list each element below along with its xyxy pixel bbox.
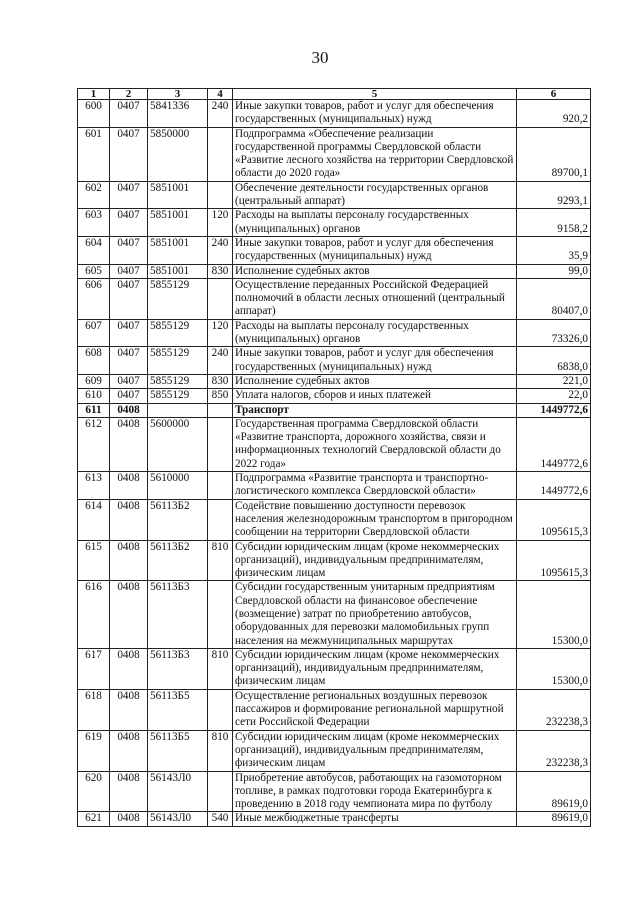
row-number-cell: 609 [78,374,110,388]
section-code-cell: 0408 [110,730,148,771]
section-code-cell: 0407 [110,264,148,278]
item-name-cell: Подпрограмма «Развитие транспорта и транспортно-логистического комплекса Свердловской области» [233,472,517,500]
target-code-cell [148,403,208,417]
expense-type-cell [208,278,233,319]
expense-type-cell [208,127,233,181]
table-body [78,100,591,827]
amount-cell: 89619,0 [517,771,591,812]
row-number-cell: 601 [78,127,110,181]
amount-cell: 232238,3 [517,689,591,730]
section-code-cell: 0407 [110,209,148,237]
section-code-cell: 0408 [110,403,148,417]
target-code-cell: 5600000 [148,417,208,471]
item-name-cell: Субсидии государственным унитарным предприятиям Свердловской области на финансовое обеспечение (возмещение) затрат по приобретению автобусов, оборудованных для перевозки маломобильных групп населения на межмуниципальных маршрутах [233,581,517,648]
table-row [78,499,591,540]
column-header: 6 [517,89,591,100]
amount-cell: 35,9 [517,236,591,264]
item-name-cell: Расходы на выплаты персоналу государственных (муниципальных) органов [233,209,517,237]
target-code-cell: 5855129 [148,278,208,319]
amount-cell: 89619,0 [517,812,591,826]
row-number-cell: 616 [78,581,110,648]
expense-type-cell [208,581,233,648]
row-number-cell: 605 [78,264,110,278]
expense-type-cell: 850 [208,389,233,403]
amount-cell: 15300,0 [517,648,591,689]
target-code-cell: 56143Л0 [148,771,208,812]
amount-cell: 920,2 [517,100,591,128]
section-code-cell: 0408 [110,417,148,471]
item-name-cell: Государственная программа Свердловской области «Развитие транспорта, дорожного хозяйства, связи и информационных технологий Свердловской области до 2022 года» [233,417,517,471]
expense-type-cell: 240 [208,347,233,375]
section-code-cell: 0407 [110,181,148,209]
expense-type-cell [208,689,233,730]
row-number-cell: 606 [78,278,110,319]
amount-cell: 1449772,6 [517,472,591,500]
section-code-cell: 0408 [110,812,148,826]
section-code-cell: 0407 [110,319,148,347]
section-code-cell: 0407 [110,127,148,181]
row-number-cell: 614 [78,499,110,540]
row-number-cell: 602 [78,181,110,209]
amount-cell: 1449772,6 [517,403,591,417]
amount-cell: 99,0 [517,264,591,278]
item-name-cell: Обеспечение деятельности государственных органов (центральный аппарат) [233,181,517,209]
row-number-cell: 603 [78,209,110,237]
item-name-cell: Подпрограмма «Обеспечение реализации государственной программы Свердловской области «Развитие лесного хозяйства на территории Свердловской области до 2020 года» [233,127,517,181]
section-code-cell: 0407 [110,389,148,403]
table-header-row [78,89,591,100]
section-code-cell: 0408 [110,540,148,581]
expense-type-cell: 830 [208,264,233,278]
target-code-cell: 5851001 [148,181,208,209]
table-row [78,403,591,417]
row-number-cell: 617 [78,648,110,689]
target-code-cell: 5850000 [148,127,208,181]
row-number-cell: 621 [78,812,110,826]
target-code-cell: 56113Б5 [148,689,208,730]
table-row [78,730,591,771]
column-header: 2 [110,89,148,100]
table-row [78,689,591,730]
item-name-cell: Содействие повышению доступности перевозок населения железнодорожным транспортом в пригородном сообщении на территории Свердловской области [233,499,517,540]
item-name-cell: Транспорт [233,403,517,417]
column-header: 1 [78,89,110,100]
section-code-cell: 0407 [110,278,148,319]
expense-type-cell [208,472,233,500]
target-code-cell: 5851001 [148,236,208,264]
expense-type-cell [208,181,233,209]
amount-cell: 73326,0 [517,319,591,347]
section-code-cell: 0408 [110,648,148,689]
row-number-cell: 610 [78,389,110,403]
table-row [78,812,591,826]
amount-cell: 232238,3 [517,730,591,771]
amount-cell: 1095615,3 [517,540,591,581]
item-name-cell: Расходы на выплаты персоналу государственных (муниципальных) органов [233,319,517,347]
section-code-cell: 0407 [110,347,148,375]
page-number: 30 [311,48,329,67]
amount-cell: 89700,1 [517,127,591,181]
section-code-cell: 0407 [110,374,148,388]
target-code-cell: 56113Б2 [148,540,208,581]
target-code-cell: 5610000 [148,472,208,500]
section-code-cell: 0408 [110,581,148,648]
row-number-cell: 618 [78,689,110,730]
column-header: 5 [233,89,517,100]
amount-cell: 1449772,6 [517,417,591,471]
table-row [78,127,591,181]
expense-type-cell: 120 [208,209,233,237]
amount-cell: 80407,0 [517,278,591,319]
target-code-cell: 5851001 [148,209,208,237]
amount-cell: 6838,0 [517,347,591,375]
target-code-cell: 56113Б5 [148,730,208,771]
section-code-cell: 0408 [110,499,148,540]
target-code-cell: 56113Б3 [148,648,208,689]
row-number-cell: 604 [78,236,110,264]
expense-type-cell: 240 [208,236,233,264]
amount-cell: 9158,2 [517,209,591,237]
target-code-cell: 5855129 [148,347,208,375]
section-code-cell: 0407 [110,100,148,128]
expense-type-cell [208,403,233,417]
item-name-cell: Осуществление региональных воздушных перевозок пассажиров и формирование региональной маршрутной сети Российской Федерации [233,689,517,730]
amount-cell: 221,0 [517,374,591,388]
item-name-cell: Исполнение судебных актов [233,264,517,278]
item-name-cell: Субсидии юридическим лицам (кроме некоммерческих организаций), индивидуальным предпринимателям, физическим лицам [233,540,517,581]
expense-type-cell: 540 [208,812,233,826]
expense-type-cell: 830 [208,374,233,388]
table-row [78,540,591,581]
amount-cell: 9293,1 [517,181,591,209]
section-code-cell: 0408 [110,771,148,812]
section-code-cell: 0408 [110,689,148,730]
target-code-cell: 5841336 [148,100,208,128]
item-name-cell: Иные закупки товаров, работ и услуг для обеспечения государственных (муниципальных) нужд [233,347,517,375]
target-code-cell: 56113Б2 [148,499,208,540]
table-row [78,472,591,500]
target-code-cell: 5855129 [148,374,208,388]
item-name-cell: Приобретение автобусов, работающих на газомоторном топливе, в рамках подготовки города Екатеринбурга к проведению в 2018 году чемпионата мира по футболу [233,771,517,812]
table-row [78,100,591,128]
item-name-cell: Уплата налогов, сборов и иных платежей [233,389,517,403]
table-row [78,581,591,648]
item-name-cell: Субсидии юридическим лицам (кроме некоммерческих организаций), индивидуальным предпринимателям, физическим лицам [233,730,517,771]
item-name-cell: Иные закупки товаров, работ и услуг для обеспечения государственных (муниципальных) нужд [233,100,517,128]
row-number-cell: 613 [78,472,110,500]
expense-type-cell [208,771,233,812]
row-number-cell: 620 [78,771,110,812]
amount-cell: 15300,0 [517,581,591,648]
expense-type-cell: 810 [208,730,233,771]
table-row [78,278,591,319]
target-code-cell: 5855129 [148,319,208,347]
item-name-cell: Субсидии юридическим лицам (кроме некоммерческих организаций), индивидуальным предпринимателям, физическим лицам [233,648,517,689]
table-row [78,374,591,388]
table-row [78,181,591,209]
row-number-cell: 612 [78,417,110,471]
expense-type-cell [208,499,233,540]
row-number-cell: 611 [78,403,110,417]
section-code-cell: 0408 [110,472,148,500]
target-code-cell: 5851001 [148,264,208,278]
table-row [78,347,591,375]
row-number-cell: 615 [78,540,110,581]
target-code-cell: 56143Л0 [148,812,208,826]
expense-type-cell: 810 [208,648,233,689]
item-name-cell: Иные закупки товаров, работ и услуг для обеспечения государственных (муниципальных) нужд [233,236,517,264]
expense-type-cell [208,417,233,471]
table-row [78,389,591,403]
table-row [78,236,591,264]
expense-type-cell: 120 [208,319,233,347]
row-number-cell: 600 [78,100,110,128]
column-header: 4 [208,89,233,100]
table-row [78,209,591,237]
target-code-cell: 56113Б3 [148,581,208,648]
row-number-cell: 608 [78,347,110,375]
table-row [78,417,591,471]
budget-table [77,88,591,827]
row-number-cell: 607 [78,319,110,347]
item-name-cell: Иные межбюджетные трансферты [233,812,517,826]
table-row [78,771,591,812]
expense-type-cell: 240 [208,100,233,128]
table-row [78,319,591,347]
item-name-cell: Осуществление переданных Российской Федерацией полномочий в области лесных отношений (центральный аппарат) [233,278,517,319]
expense-type-cell: 810 [208,540,233,581]
table-row [78,264,591,278]
section-code-cell: 0407 [110,236,148,264]
item-name-cell: Исполнение судебных актов [233,374,517,388]
target-code-cell: 5855129 [148,389,208,403]
row-number-cell: 619 [78,730,110,771]
amount-cell: 1095615,3 [517,499,591,540]
table-row [78,648,591,689]
amount-cell: 22,0 [517,389,591,403]
column-header: 3 [148,89,208,100]
